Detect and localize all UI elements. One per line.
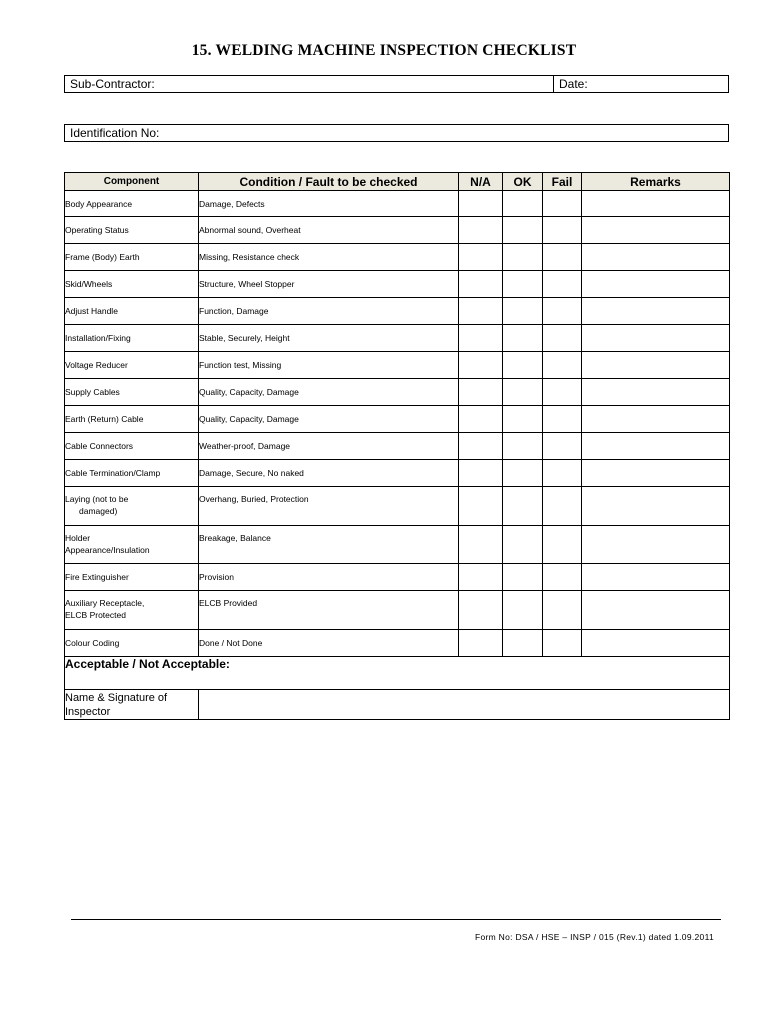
fail-cell[interactable] — [543, 244, 582, 271]
component-line: ELCB Protected — [65, 610, 126, 620]
ok-cell[interactable] — [503, 271, 543, 298]
condition-cell: Missing, Resistance check — [199, 244, 459, 271]
remarks-cell[interactable] — [582, 433, 730, 460]
fail-cell[interactable] — [543, 379, 582, 406]
table-row — [65, 325, 730, 352]
table-row — [65, 433, 730, 460]
fail-cell[interactable] — [543, 564, 582, 591]
component-cell: Body Appearance — [65, 191, 199, 217]
table-row — [65, 271, 730, 298]
remarks-cell[interactable] — [582, 487, 730, 526]
component-line: damaged) — [79, 506, 118, 516]
component-line: Appearance/Insulation — [65, 545, 150, 555]
na-cell[interactable] — [459, 352, 503, 379]
field-divider — [553, 76, 554, 92]
component-cell: Operating Status — [65, 217, 199, 244]
footer-divider — [71, 919, 721, 920]
ok-cell[interactable] — [503, 325, 543, 352]
fail-cell[interactable] — [543, 460, 582, 487]
subcontractor-field[interactable] — [64, 75, 729, 93]
na-cell[interactable] — [459, 433, 503, 460]
component-line: Holder — [65, 533, 91, 543]
fail-cell[interactable] — [543, 298, 582, 325]
table-row — [65, 526, 730, 564]
table-row — [65, 217, 730, 244]
inspector-row — [65, 690, 730, 720]
ok-cell[interactable] — [503, 433, 543, 460]
header-condition: Condition / Fault to be checked — [199, 173, 459, 191]
na-cell[interactable] — [459, 298, 503, 325]
form-number: Form No: DSA / HSE – INSP / 015 (Rev.1) dated 1.09.2011 — [474, 932, 714, 942]
identification-label: Identification No: — [70, 126, 160, 140]
component-line: Laying (not to be — [65, 494, 129, 504]
fail-cell[interactable] — [543, 526, 582, 564]
ok-cell[interactable] — [503, 298, 543, 325]
condition-cell: Breakage, Balance — [199, 526, 459, 564]
remarks-cell[interactable] — [582, 591, 730, 630]
condition-cell: ELCB Provided — [199, 591, 459, 630]
condition-cell: Quality, Capacity, Damage — [199, 406, 459, 433]
remarks-cell[interactable] — [582, 325, 730, 352]
table-row — [65, 298, 730, 325]
ok-cell[interactable] — [503, 460, 543, 487]
table-row — [65, 591, 730, 630]
na-cell[interactable] — [459, 630, 503, 657]
na-cell[interactable] — [459, 564, 503, 591]
inspector-label-line: Name & Signature of — [65, 691, 168, 704]
table-row — [65, 352, 730, 379]
condition-cell: Provision — [199, 564, 459, 591]
subcontractor-label: Sub-Contractor: — [70, 77, 155, 91]
condition-cell: Damage, Defects — [199, 191, 459, 217]
ok-cell[interactable] — [503, 630, 543, 657]
na-cell[interactable] — [459, 460, 503, 487]
inspector-label — [65, 690, 199, 720]
fail-cell[interactable] — [543, 271, 582, 298]
ok-cell[interactable] — [503, 379, 543, 406]
table-row — [65, 244, 730, 271]
fail-cell[interactable] — [543, 630, 582, 657]
remarks-cell[interactable] — [582, 217, 730, 244]
remarks-cell[interactable] — [582, 630, 730, 657]
component-cell: Adjust Handle — [65, 298, 199, 325]
component-line: Auxiliary Receptacle, — [65, 598, 145, 608]
table-row — [65, 564, 730, 591]
header-ok: OK — [503, 173, 543, 191]
table-row — [65, 630, 730, 657]
condition-cell: Function, Damage — [199, 298, 459, 325]
inspector-signature-field[interactable] — [199, 690, 730, 720]
component-cell — [65, 487, 199, 526]
fail-cell[interactable] — [543, 325, 582, 352]
inspector-label-line: Inspector — [65, 705, 111, 718]
fail-cell[interactable] — [543, 217, 582, 244]
component-cell: Earth (Return) Cable — [65, 406, 199, 433]
identification-field[interactable] — [64, 124, 729, 142]
na-cell[interactable] — [459, 406, 503, 433]
component-cell: Voltage Reducer — [65, 352, 199, 379]
fail-cell[interactable] — [543, 591, 582, 630]
remarks-cell[interactable] — [582, 379, 730, 406]
component-cell: Installation/Fixing — [65, 325, 199, 352]
na-cell[interactable] — [459, 379, 503, 406]
component-cell: Cable Connectors — [65, 433, 199, 460]
header-component: Component — [65, 173, 199, 191]
ok-cell[interactable] — [503, 406, 543, 433]
condition-cell: Weather-proof, Damage — [199, 433, 459, 460]
acceptable-field[interactable]: Acceptable / Not Acceptable: — [65, 657, 730, 690]
component-cell: Skid/Wheels — [65, 271, 199, 298]
remarks-cell[interactable] — [582, 406, 730, 433]
header-fail: Fail — [543, 173, 582, 191]
ok-cell[interactable] — [503, 591, 543, 630]
remarks-cell[interactable] — [582, 526, 730, 564]
remarks-cell[interactable] — [582, 298, 730, 325]
header-remarks: Remarks — [582, 173, 730, 191]
condition-cell: Overhang, Buried, Protection — [199, 487, 459, 526]
na-cell[interactable] — [459, 191, 503, 217]
component-cell: Frame (Body) Earth — [65, 244, 199, 271]
condition-cell: Done / Not Done — [199, 630, 459, 657]
component-cell: Supply Cables — [65, 379, 199, 406]
component-cell: Colour Coding — [65, 630, 199, 657]
ok-cell[interactable] — [503, 564, 543, 591]
component-cell — [65, 591, 199, 630]
remarks-cell[interactable] — [582, 460, 730, 487]
component-cell: Cable Termination/Clamp — [65, 460, 199, 487]
table-row — [65, 487, 730, 526]
condition-cell: Function test, Missing — [199, 352, 459, 379]
table-row — [65, 406, 730, 433]
condition-cell: Damage, Secure, No naked — [199, 460, 459, 487]
ok-cell[interactable] — [503, 191, 543, 217]
fail-cell[interactable] — [543, 352, 582, 379]
remarks-cell[interactable] — [582, 271, 730, 298]
acceptable-row — [65, 657, 730, 690]
remarks-cell[interactable] — [582, 352, 730, 379]
remarks-cell[interactable] — [582, 564, 730, 591]
component-cell — [65, 526, 199, 564]
ok-cell[interactable] — [503, 244, 543, 271]
inspection-table — [64, 172, 730, 720]
component-cell: Fire Extinguisher — [65, 564, 199, 591]
condition-cell: Quality, Capacity, Damage — [199, 379, 459, 406]
ok-cell[interactable] — [503, 217, 543, 244]
na-cell[interactable] — [459, 487, 503, 526]
table-row — [65, 191, 730, 217]
condition-cell: Abnormal sound, Overheat — [199, 217, 459, 244]
na-cell[interactable] — [459, 271, 503, 298]
remarks-cell[interactable] — [582, 191, 730, 217]
table-row — [65, 460, 730, 487]
fail-cell[interactable] — [543, 406, 582, 433]
table-header-row — [65, 173, 730, 191]
fail-cell[interactable] — [543, 191, 582, 217]
na-cell[interactable] — [459, 526, 503, 564]
fail-cell[interactable] — [543, 433, 582, 460]
na-cell[interactable] — [459, 591, 503, 630]
ok-cell[interactable] — [503, 352, 543, 379]
condition-cell: Structure, Wheel Stopper — [199, 271, 459, 298]
remarks-cell[interactable] — [582, 244, 730, 271]
na-cell[interactable] — [459, 325, 503, 352]
header-na: N/A — [459, 173, 503, 191]
page-title: 15. WELDING MACHINE INSPECTION CHECKLIST — [191, 42, 577, 59]
fail-cell[interactable] — [543, 487, 582, 526]
na-cell[interactable] — [459, 217, 503, 244]
table-row — [65, 379, 730, 406]
condition-cell: Stable, Securely, Height — [199, 325, 459, 352]
na-cell[interactable] — [459, 244, 503, 271]
date-label: Date: — [559, 77, 588, 91]
ok-cell[interactable] — [503, 526, 543, 564]
ok-cell[interactable] — [503, 487, 543, 526]
